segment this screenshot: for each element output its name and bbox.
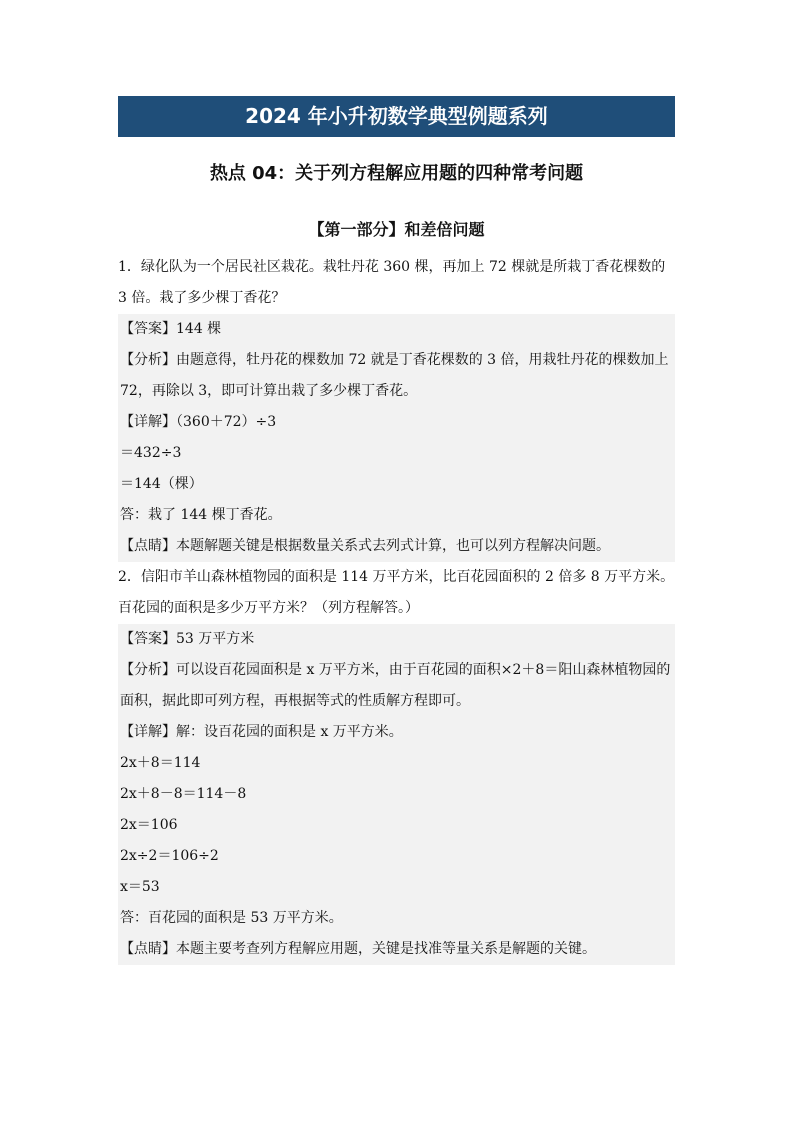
problems-content — [118, 252, 675, 965]
answer-text: 144 棵 — [176, 321, 222, 337]
comment-tag: 【点睛】 — [120, 538, 176, 554]
analysis-text: 由题意得，牡丹花的棵数加 72 就是丁香花棵数的 3 倍，用栽牡丹花的棵数加上 72，再除以 3，即可计算出栽了多少棵丁香花。 — [120, 352, 669, 399]
detail-text: （360＋72）÷3 — [176, 414, 277, 430]
detail-tag: 【详解】 — [120, 724, 176, 740]
problem-1-solution — [118, 314, 675, 562]
problem-1-step: ＝144（棵） — [120, 476, 203, 492]
problem-2-analysis — [120, 655, 673, 717]
problem-2-step: 2x＝106 — [120, 817, 178, 833]
section-heading: 【第一部分】和差倍问题 — [308, 220, 485, 239]
problem-2-step: 2x÷2＝106÷2 — [120, 848, 219, 864]
detail-text: 解：设百花园的面积是 x 万平方米。 — [176, 724, 403, 740]
answer-text: 53 万平方米 — [176, 631, 255, 647]
problem-1-analysis — [120, 345, 673, 407]
answer-tag: 【答案】 — [120, 631, 176, 647]
comment-text: 本题主要考查列方程解应用题，关键是找准等量关系是解题的关键。 — [176, 941, 596, 957]
problem-2-step: x＝53 — [120, 879, 160, 895]
problem-2-question: 2．信阳市羊山森林植物园的面积是 114 万平方米，比百花园面积的 2 倍多 8 万平方米。百花园的面积是多少万平方米？（列方程解答。） — [118, 569, 675, 616]
problem-1-detail — [120, 407, 673, 438]
problem-1-step: 答：栽了 144 棵丁香花。 — [120, 507, 282, 523]
problem-2-answer — [120, 624, 673, 655]
comment-text: 本题解题关键是根据数量关系式去列式计算，也可以列方程解决问题。 — [176, 538, 610, 554]
analysis-tag: 【分析】 — [120, 352, 176, 368]
problem-2-step: 2x＋8＝114 — [120, 755, 201, 771]
problem-1-step: ＝432÷3 — [120, 445, 182, 461]
problem-2-solution — [118, 624, 675, 965]
problem-1-question: 1．绿化队为一个居民社区栽花。栽牡丹花 360 棵，再加上 72 棵就是所栽丁香花棵数的 3 倍。栽了多少棵丁香花？ — [118, 259, 666, 306]
detail-tag: 【详解】 — [120, 414, 176, 430]
page-title: 热点 04：关于列方程解应用题的四种常考问题 — [209, 163, 584, 184]
problem-2-comment — [120, 934, 673, 965]
analysis-tag: 【分析】 — [120, 662, 176, 678]
analysis-text: 可以设百花园面积是 x 万平方米，由于百花园的面积×2＋8＝阳山森林植物园的面积，据此即可列方程，再根据等式的性质解方程即可。 — [120, 662, 671, 709]
answer-tag: 【答案】 — [120, 321, 176, 337]
problem-2-step: 2x＋8－8＝114－8 — [120, 786, 247, 802]
problem-1-comment — [120, 531, 673, 562]
series-banner: 2024 年小升初数学典型例题系列 — [118, 96, 675, 137]
problem-2-detail — [120, 717, 673, 748]
comment-tag: 【点睛】 — [120, 941, 176, 957]
problem-2-step: 答：百花园的面积是 53 万平方米。 — [120, 910, 343, 926]
problem-1-answer — [120, 314, 673, 345]
